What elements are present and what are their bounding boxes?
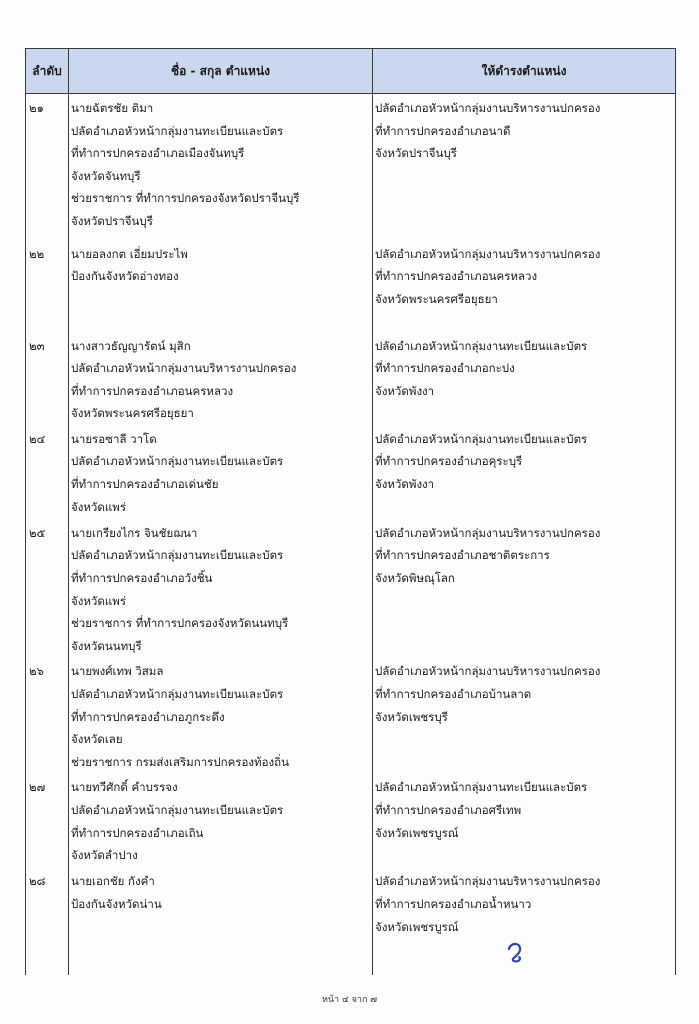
current-name-line: ปลัดอำเภอหัวหน้ากลุ่มงานทะเบียนและบัตร [71, 123, 284, 138]
current-name-position-cell [69, 773, 373, 867]
new-position-line: ปลัดอำเภอหัวหน้ากลุ่มงานบริหารงานปกครอง [375, 525, 601, 540]
table-row [26, 240, 676, 332]
current-name-line: ช่วยราชการ ที่ทำการปกครองจังหวัดนนทบุรี [71, 616, 289, 631]
current-name-line: จังหวัดนนทบุรี [71, 638, 142, 653]
new-position-line: ปลัดอำเภอหัวหน้ากลุ่มงานทะเบียนและบัตร [375, 431, 588, 446]
current-name-line: ช่วยราชการ กรมส่งเสริมการปกครองท้องถิ่น [71, 754, 289, 769]
new-position-line: จังหวัดเพชรบูรณ์ [375, 919, 459, 934]
current-name-position-cell [69, 94, 373, 240]
handwritten-initial-mark [501, 937, 531, 967]
new-position-line: จังหวัดพังงา [375, 383, 435, 398]
new-position-cell [373, 425, 676, 519]
new-position-line: ปลัดอำเภอหัวหน้ากลุ่มงานบริหารงานปกครอง [375, 664, 601, 679]
new-position-line: ปลัดอำเภอหัวหน้ากลุ่มงานบริหารงานปกครอง [375, 101, 601, 115]
row-number: ๒๗ [26, 773, 69, 867]
current-name-line: ปลัดอำเภอหัวหน้ากลุ่มงานทะเบียนและบัตร [71, 548, 284, 563]
current-name-line: จังหวัดจันทบุรี [71, 168, 141, 183]
new-position-line: ปลัดอำเภอหัวหน้ากลุ่มงานบริหารงานปกครอง [375, 874, 601, 889]
header-new-position: ให้ดำรงตำแหน่ง [373, 49, 676, 94]
header-name-position: ชื่อ - สกุล ตำแหน่ง [69, 49, 373, 94]
new-position-cell [373, 773, 676, 867]
current-name-line: นายอลงกต เอี่ยมประไพ [71, 246, 188, 261]
row-number: ๒๘ [26, 867, 69, 975]
table-row [26, 425, 676, 519]
new-position-cell [373, 657, 676, 773]
current-name-position-cell [69, 240, 373, 332]
new-position-line: ที่ทำการปกครองอำเภอนาดี [375, 123, 511, 138]
current-name-line: จังหวัดพระนครศรีอยุธยา [71, 406, 194, 421]
current-name-line: นางสาวธัญญารัตน์ มุสิก [71, 338, 191, 353]
table-body [26, 94, 676, 976]
new-position-line: ที่ทำการปกครองอำเภอศรีเทพ [375, 803, 522, 817]
row-number: ๒๕ [26, 519, 69, 658]
current-name-position-cell [69, 425, 373, 519]
current-name-position-cell [69, 519, 373, 658]
new-position-line: จังหวัดปราจีนบุรี [375, 146, 457, 161]
current-name-line: ปลัดอำเภอหัวหน้ากลุ่มงานทะเบียนและบัตร [71, 687, 284, 702]
new-position-line: ที่ทำการปกครองอำเภอบ้านลาด [375, 687, 532, 702]
row-number: ๒๓ [26, 332, 69, 425]
current-name-line: จังหวัดปราจีนบุรี [71, 213, 153, 228]
current-name-line: นายเอกชัย กังคำ [71, 874, 155, 889]
new-position-line: ปลัดอำเภอหัวหน้ากลุ่มงานทะเบียนและบัตร [375, 780, 588, 795]
table-header-row [26, 49, 676, 94]
current-name-line: จังหวัดแพร่ [71, 499, 127, 514]
current-name-line: ที่ทำการปกครองอำเภอเถิน [71, 825, 204, 840]
current-name-line: จังหวัดลำปาง [71, 848, 138, 863]
current-name-line: ที่ทำการปกครองอำเภอภูกระดึง [71, 709, 225, 724]
current-name-line: ช่วยราชการ ที่ทำการปกครองจังหวัดปราจีนบุรี [71, 191, 300, 206]
table-row [26, 657, 676, 773]
new-position-line: จังหวัดเพชรบุรี [375, 709, 448, 724]
new-position-line: ที่ทำการปกครองอำเภอนครหลวง [375, 269, 538, 284]
current-name-line: ปลัดอำเภอหัวหน้ากลุ่มงานทะเบียนและบัตร [71, 454, 284, 469]
new-position-line: ที่ทำการปกครองอำเภอคุระบุรี [375, 454, 523, 469]
table-row [26, 519, 676, 658]
table-row [26, 773, 676, 867]
current-name-line: ป้องกันจังหวัดอ่างทอง [71, 269, 179, 284]
new-position-line: ปลัดอำเภอหัวหน้ากลุ่มงานทะเบียนและบัตร [375, 338, 588, 353]
current-name-line: ป้องกันจังหวัดน่าน [71, 897, 162, 911]
current-name-line: จังหวัดเลย [71, 732, 123, 747]
current-name-position-cell [69, 332, 373, 425]
page-footer: หน้า ๔ จาก ๗ [321, 995, 378, 1005]
header-order: ลำดับ [26, 49, 69, 94]
current-name-line: ปลัดอำเภอหัวหน้ากลุ่มงานบริหารงานปกครอง [71, 361, 297, 376]
new-position-line: จังหวัดพังงา [375, 477, 435, 492]
current-name-line: นายเกรียงไกร จินชัยฌนา [71, 525, 198, 540]
current-name-line: ที่ทำการปกครองอำเภอเมืองจันทบุรี [71, 146, 245, 161]
current-name-line: ปลัดอำเภอหัวหน้ากลุ่มงานทะเบียนและบัตร [71, 803, 284, 817]
new-position-line: ที่ทำการปกครองอำเภอชาติตระการ [375, 548, 550, 563]
new-position-line: ที่ทำการปกครองอำเภอกะปง [375, 361, 515, 376]
current-name-position-cell [69, 867, 373, 975]
row-number: ๒๑ [26, 94, 69, 240]
current-name-line: ที่ทำการปกครองอำเภอวังชิ้น [71, 571, 213, 586]
current-name-line: นายทวีศักดิ์ คำบรรจง [71, 780, 178, 795]
new-position-cell [373, 240, 676, 332]
new-position-cell [373, 332, 676, 425]
new-position-line: ที่ทำการปกครองอำเภอน้ำหนาว [375, 897, 532, 911]
current-name-line: ที่ทำการปกครองอำเภอเด่นชัย [71, 477, 219, 492]
new-position-line: จังหวัดพระนครศรีอยุธยา [375, 291, 498, 306]
appointment-table [25, 48, 676, 975]
current-name-line: นายพงศ์เทพ วิสมล [71, 664, 164, 679]
current-name-line: จังหวัดแพร่ [71, 593, 127, 608]
new-position-cell [373, 94, 676, 240]
new-position-line: ปลัดอำเภอหัวหน้ากลุ่มงานบริหารงานปกครอง [375, 246, 601, 261]
row-number: ๒๒ [26, 240, 69, 332]
new-position-line: จังหวัดเพชรบูรณ์ [375, 825, 459, 840]
current-name-line: นายฉัตรชัย ติมา [71, 101, 154, 115]
new-position-line: จังหวัดพิษณุโลก [375, 571, 455, 586]
table-row [26, 332, 676, 425]
current-name-line: นายรอซาลี วาโด [71, 431, 157, 446]
row-number: ๒๔ [26, 425, 69, 519]
row-number: ๒๖ [26, 657, 69, 773]
new-position-cell [373, 519, 676, 658]
table-row [26, 867, 676, 975]
table-row [26, 94, 676, 240]
current-name-position-cell [69, 657, 373, 773]
current-name-line: ที่ทำการปกครองอำเภอนครหลวง [71, 383, 234, 398]
